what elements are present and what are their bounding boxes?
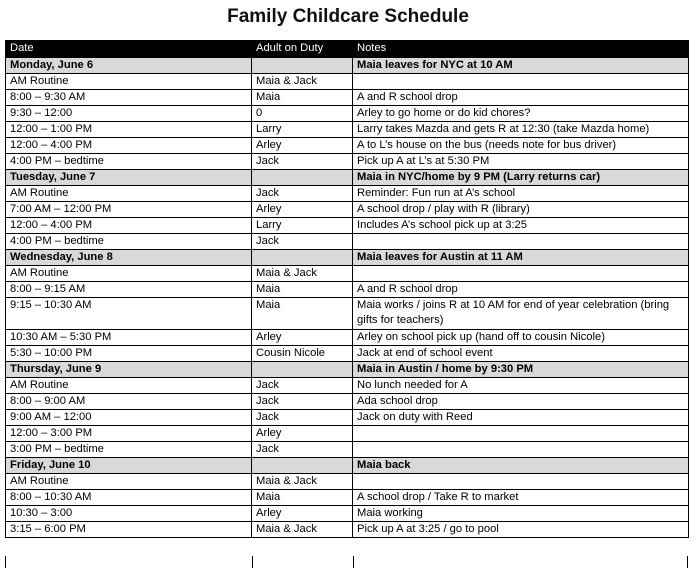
adult-cell: Maia & Jack (252, 474, 353, 490)
notes-cell: Maia in NYC/home by 9 PM (Larry returns car) (353, 170, 689, 186)
column-divider (252, 556, 253, 568)
adult-cell (252, 458, 353, 474)
header-notes: Notes (353, 41, 689, 58)
table-row (6, 410, 689, 426)
table-row (6, 90, 689, 106)
notes-cell: Maia working (353, 506, 689, 522)
adult-cell: Maia & Jack (252, 522, 353, 538)
date-cell: 7:00 AM – 12:00 PM (6, 202, 252, 218)
date-cell: 9:15 – 10:30 AM (6, 298, 252, 330)
date-cell: Thursday, June 9 (6, 362, 252, 378)
date-cell: 3:15 – 6:00 PM (6, 522, 252, 538)
notes-cell: A and R school drop (353, 282, 689, 298)
table-row (6, 346, 689, 362)
table-row (6, 186, 689, 202)
header-date: Date (6, 41, 252, 58)
notes-cell: A and R school drop (353, 90, 689, 106)
date-cell: 12:00 – 1:00 PM (6, 122, 252, 138)
date-cell: Monday, June 6 (6, 58, 252, 74)
adult-cell: Jack (252, 378, 353, 394)
table-row (6, 202, 689, 218)
table-row (6, 282, 689, 298)
notes-cell: Arley to go home or do kid chores? (353, 106, 689, 122)
table-row (6, 74, 689, 90)
date-cell: 9:30 – 12:00 (6, 106, 252, 122)
notes-cell: Larry takes Mazda and gets R at 12:30 (take Mazda home) (353, 122, 689, 138)
table-row (6, 506, 689, 522)
table-row (6, 330, 689, 346)
schedule-body (6, 58, 689, 538)
adult-cell: Larry (252, 122, 353, 138)
table-row (6, 490, 689, 506)
table-row (6, 474, 689, 490)
date-cell: 9:00 AM – 12:00 (6, 410, 252, 426)
adult-cell: Arley (252, 202, 353, 218)
notes-cell (353, 234, 689, 250)
date-cell: AM Routine (6, 266, 252, 282)
adult-cell: Jack (252, 394, 353, 410)
notes-cell (353, 266, 689, 282)
day-header-row (6, 170, 689, 186)
table-row (6, 442, 689, 458)
table-continuation (5, 556, 688, 568)
date-cell: 8:00 – 9:30 AM (6, 90, 252, 106)
table-row (6, 426, 689, 442)
notes-cell: Jack on duty with Reed (353, 410, 689, 426)
table-row (6, 522, 689, 538)
notes-cell: A to L’s house on the bus (needs note for bus driver) (353, 138, 689, 154)
date-cell: Tuesday, June 7 (6, 170, 252, 186)
table-row (6, 394, 689, 410)
adult-cell (252, 362, 353, 378)
date-cell: 4:00 PM – bedtime (6, 234, 252, 250)
date-cell: 4:00 PM – bedtime (6, 154, 252, 170)
adult-cell: Jack (252, 234, 353, 250)
adult-cell: Larry (252, 218, 353, 234)
date-cell: 8:00 – 10:30 AM (6, 490, 252, 506)
notes-cell (353, 426, 689, 442)
notes-cell: Maia leaves for NYC at 10 AM (353, 58, 689, 74)
table-row (6, 106, 689, 122)
table-header-row (6, 41, 689, 58)
notes-cell: A school drop / play with R (library) (353, 202, 689, 218)
date-cell: 8:00 – 9:15 AM (6, 282, 252, 298)
notes-cell: Maia works / joins R at 10 AM for end of year celebration (bring gifts for teachers) (353, 298, 689, 330)
adult-cell: Maia & Jack (252, 266, 353, 282)
notes-cell (353, 442, 689, 458)
adult-cell: Maia & Jack (252, 74, 353, 90)
notes-cell (353, 474, 689, 490)
adult-cell: Arley (252, 138, 353, 154)
date-cell: 8:00 – 9:00 AM (6, 394, 252, 410)
adult-cell: Maia (252, 298, 353, 330)
date-cell: AM Routine (6, 474, 252, 490)
date-cell: Friday, June 10 (6, 458, 252, 474)
date-cell: 3:00 PM – bedtime (6, 442, 252, 458)
notes-cell: Maia leaves for Austin at 11 AM (353, 250, 689, 266)
adult-cell: Jack (252, 410, 353, 426)
notes-cell: Maia in Austin / home by 9:30 PM (353, 362, 689, 378)
table-row (6, 266, 689, 282)
adult-cell (252, 250, 353, 266)
table-row (6, 378, 689, 394)
adult-cell: Arley (252, 426, 353, 442)
notes-cell: Ada school drop (353, 394, 689, 410)
adult-cell (252, 170, 353, 186)
day-header-row (6, 250, 689, 266)
notes-cell: Reminder: Fun run at A’s school (353, 186, 689, 202)
date-cell: 10:30 AM – 5:30 PM (6, 330, 252, 346)
table-row (6, 154, 689, 170)
notes-cell: Pick up A at 3:25 / go to pool (353, 522, 689, 538)
adult-cell: Maia (252, 490, 353, 506)
table-row (6, 218, 689, 234)
header-adult-on-duty: Adult on Duty (252, 41, 353, 58)
adult-cell: Arley (252, 330, 353, 346)
day-header-row (6, 362, 689, 378)
adult-cell: Cousin Nicole (252, 346, 353, 362)
adult-cell (252, 58, 353, 74)
day-header-row (6, 458, 689, 474)
date-cell: Wednesday, June 8 (6, 250, 252, 266)
notes-cell (353, 74, 689, 90)
date-cell: 12:00 – 4:00 PM (6, 218, 252, 234)
adult-cell: Maia (252, 282, 353, 298)
day-header-row (6, 58, 689, 74)
date-cell: 12:00 – 3:00 PM (6, 426, 252, 442)
date-cell: 10:30 – 3:00 (6, 506, 252, 522)
adult-cell: Jack (252, 186, 353, 202)
table-row (6, 122, 689, 138)
notes-cell: Jack at end of school event (353, 346, 689, 362)
adult-cell: Arley (252, 506, 353, 522)
notes-cell: Pick up A at L’s at 5:30 PM (353, 154, 689, 170)
page-title: Family Childcare Schedule (227, 6, 469, 27)
date-cell: 5:30 – 10:00 PM (6, 346, 252, 362)
table-row (6, 234, 689, 250)
table-row (6, 298, 689, 330)
notes-cell: Arley on school pick up (hand off to cousin Nicole) (353, 330, 689, 346)
notes-cell: Maia back (353, 458, 689, 474)
adult-cell: 0 (252, 106, 353, 122)
date-cell: AM Routine (6, 378, 252, 394)
table-row (6, 138, 689, 154)
date-cell: AM Routine (6, 186, 252, 202)
adult-cell: Jack (252, 442, 353, 458)
adult-cell: Maia (252, 90, 353, 106)
date-cell: AM Routine (6, 74, 252, 90)
notes-cell: Includes A’s school pick up at 3:25 (353, 218, 689, 234)
notes-cell: A school drop / Take R to market (353, 490, 689, 506)
column-divider (353, 556, 354, 568)
notes-cell: No lunch needed for A (353, 378, 689, 394)
date-cell: 12:00 – 4:00 PM (6, 138, 252, 154)
adult-cell: Jack (252, 154, 353, 170)
schedule-table (5, 40, 689, 538)
